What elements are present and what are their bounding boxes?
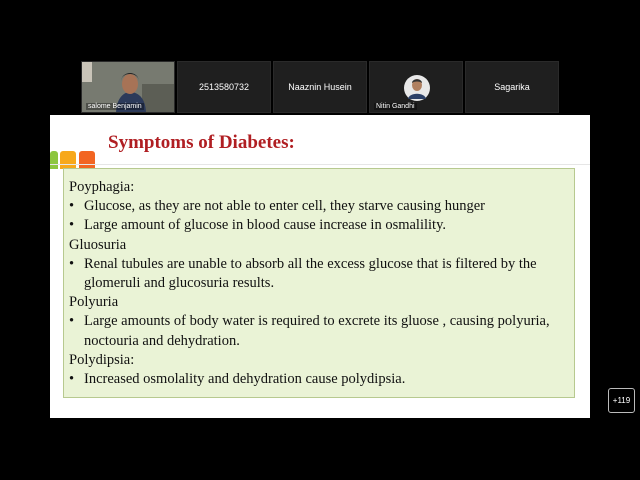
participant-name: Naaznin Husein	[288, 82, 352, 92]
participant-tile-nitin[interactable]	[369, 61, 463, 113]
bullet-text: Large amount of glucose in blood cause increase in osmalility.	[84, 217, 446, 234]
bullet-icon: •	[69, 371, 75, 388]
participant-tile-sagarika[interactable]	[465, 61, 559, 113]
participant-name: Nitin Gandhi	[376, 103, 415, 110]
list-item	[69, 312, 574, 350]
list-item	[69, 216, 574, 235]
avatar	[404, 75, 430, 101]
bullet-icon: •	[69, 217, 75, 234]
bullet-text: Large amounts of body water is required to excrete its gluose , causing polyuria, noctouria and dehydration.	[84, 313, 550, 349]
participant-name: Sagarika	[494, 82, 530, 92]
section-heading: Gluosuria	[69, 236, 127, 253]
bullet-icon: •	[69, 313, 75, 330]
section-heading: Polydipsia:	[69, 351, 135, 368]
participant-tile-naaznin[interactable]	[273, 61, 367, 113]
slide-title: Symptoms of Diabetes:	[108, 132, 295, 153]
slide-content-box	[63, 168, 575, 398]
participant-tile-salome[interactable]	[81, 61, 175, 113]
title-divider	[50, 164, 590, 165]
bullet-text: Increased osmolality and dehydration cause polydipsia.	[84, 371, 406, 388]
bullet-icon: •	[69, 198, 75, 215]
slide-decoration	[60, 151, 76, 169]
bullet-text: Glucose, as they are not able to enter cell, they starve causing hunger	[84, 198, 486, 215]
slide-decoration	[50, 151, 58, 169]
slide-decoration	[79, 151, 95, 169]
list-item	[69, 197, 574, 216]
shared-slide	[50, 115, 590, 418]
participant-name: salome Benjamin	[88, 103, 142, 110]
more-participants-button[interactable]: +119	[608, 388, 635, 413]
participant-name: 2513580732	[198, 82, 250, 92]
bullet-icon: •	[69, 255, 75, 272]
bullet-text: Renal tubules are unable to absorb all the excess glucose that is filtered by the glomeruli and glucosuria results.	[84, 255, 537, 292]
participant-tile-phone[interactable]	[177, 61, 271, 113]
section-heading: Polyuria	[69, 294, 119, 311]
list-item	[69, 255, 574, 293]
list-item	[69, 370, 574, 389]
section-heading: Poyphagia:	[69, 179, 135, 195]
